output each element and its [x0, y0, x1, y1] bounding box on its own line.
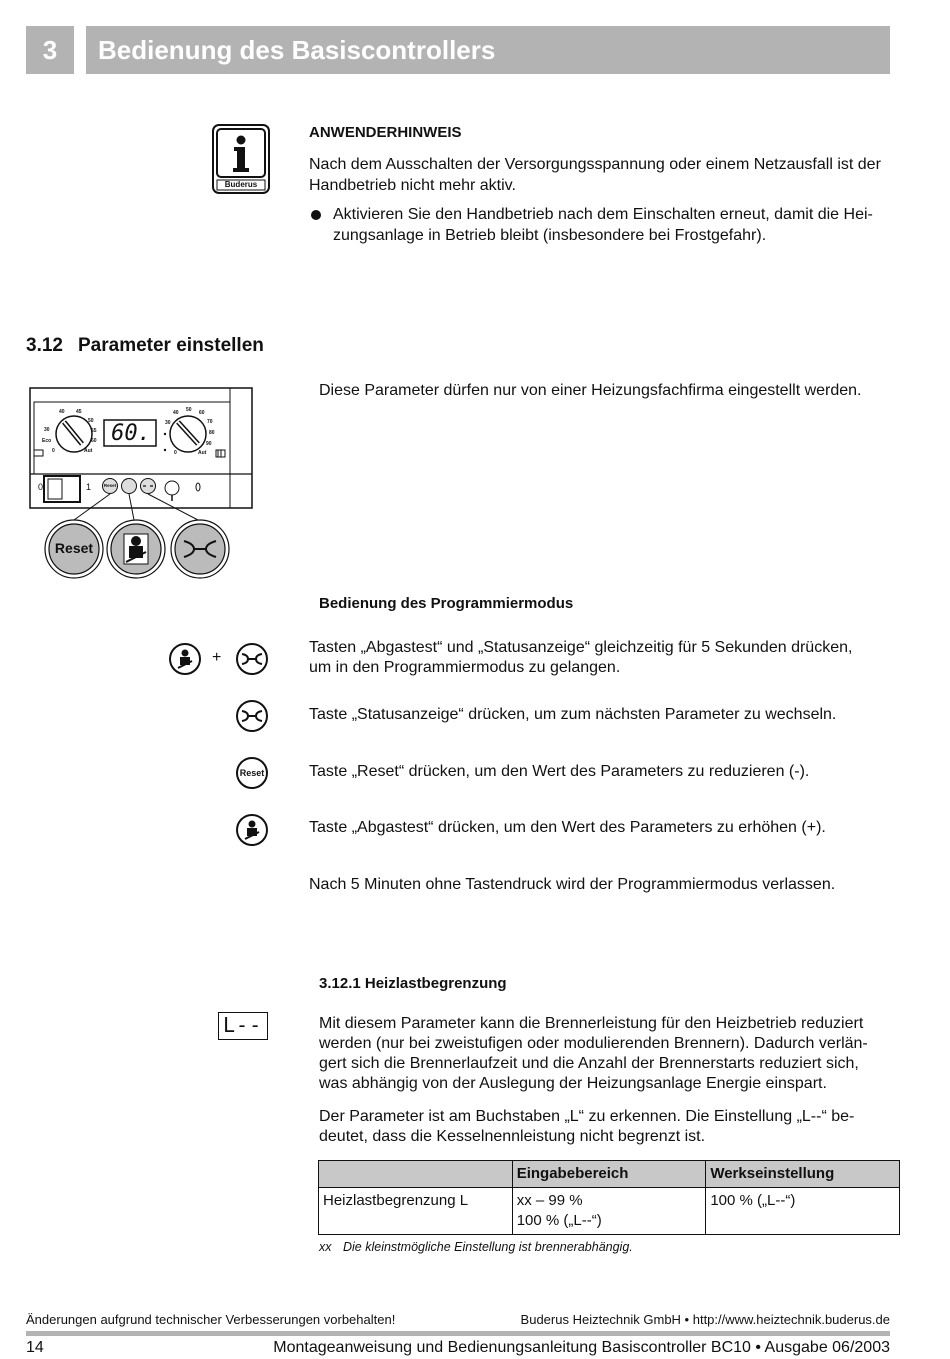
notice-bullet-line1: Aktivieren Sie den Handbetrieb nach dem Einschalten erneut, damit die Hei- [333, 206, 873, 223]
subsection-p1-line3: gert sich die Brennerlaufzeit und die Anzahl der Brennerstarts reduziert sich, [319, 1055, 859, 1072]
parameter-table [318, 1160, 900, 1235]
subsection-p1-line2: werden (nur bei zweistufigen oder modulierenden Brennern). Dadurch verlän- [319, 1035, 868, 1052]
left-dial-tick: 60 [91, 438, 97, 444]
section-intro: Diese Parameter dürfen nur von einer Heizungsfachfirma eingestellt werden. [319, 382, 862, 399]
step2-text: Taste „Statusanzeige“ drücken, um zum nächsten Parameter zu wechseln. [309, 706, 837, 723]
abgastest-icon [169, 643, 201, 675]
bullet-dot [311, 210, 321, 220]
abgastest-icon [236, 814, 268, 846]
buderus-label: Buderus [224, 180, 258, 189]
table-cell-default: 100 % („L--“) [706, 1188, 900, 1235]
statusanzeige-icon [236, 643, 268, 675]
left-dial-tick: 50 [88, 418, 94, 424]
footer-rule [26, 1331, 890, 1336]
subsection-p2-line2: deutet, dass die Kesselnennleistung nicht begrenzt ist. [319, 1128, 706, 1145]
subsection-p1-line1: Mit diesem Parameter kann die Brennerleistung für den Heizbetrieb reduziert [319, 1015, 864, 1032]
left-dial-tick: 40 [59, 409, 65, 415]
right-dial-tick: 40 [173, 410, 179, 416]
right-dial-tick: 60 [199, 410, 205, 416]
table-cell-range [512, 1188, 706, 1235]
range-line2: 100 % („L--“) [516, 1212, 602, 1229]
table-row [319, 1188, 900, 1235]
panel-display-value: 60. [111, 421, 151, 446]
left-dial-tick: 55 [91, 428, 97, 434]
footnote-key: xx [319, 1240, 332, 1254]
range-line1: xx – 99 % [516, 1192, 583, 1209]
right-dial-tick: 50 [186, 407, 192, 413]
left-dial-tick: Eco [42, 438, 52, 444]
table-header-cell: Eingabebereich [512, 1161, 706, 1188]
timeout-text: Nach 5 Minuten ohne Tastendruck wird der Programmiermodus verlassen. [309, 876, 836, 893]
programming-heading: Bedienung des Programmiermodus [319, 595, 574, 612]
display-code-box [218, 1012, 268, 1040]
switch-off-label: 0 [38, 482, 44, 492]
reset-icon-label: Reset [239, 768, 265, 778]
section-title: Parameter einstellen [78, 335, 264, 356]
left-dial-tick: Aut [84, 448, 93, 454]
section-number: 3.12 [26, 335, 63, 356]
switch-on-label: 1 [86, 482, 92, 492]
step1-line2: um in den Programmiermodus zu gelangen. [309, 659, 621, 676]
big-reset-label: Reset [54, 540, 94, 556]
notice-title: ANWENDERHINWEIS [309, 124, 462, 141]
table-header-cell [319, 1161, 513, 1188]
left-dial-tick: 45 [76, 409, 82, 415]
table-cell-name: Heizlastbegrenzung L [319, 1188, 513, 1235]
small-reset-label: Reset [103, 483, 117, 488]
chapter-title: Bedienung des Basiscontrollers [86, 26, 890, 74]
right-dial-tick: 30 [165, 420, 171, 426]
footer-right: Buderus Heiztechnik GmbH • http://www.heiztechnik.buderus.de [520, 1312, 890, 1327]
step3-text: Taste „Reset“ drücken, um den Wert des Parameters zu reduzieren (-). [309, 763, 810, 780]
right-dial-tick: 70 [207, 419, 213, 425]
display-code: L-- [223, 1013, 263, 1037]
table-header-row [319, 1161, 900, 1188]
footer-doc-title: Montageanweisung und Bedienungsanleitung Basiscontroller BC10 • Ausgabe 06/2003 [273, 1339, 890, 1356]
notice-bullet-line2: zungsanlage in Betrieb bleibt (insbesondere bei Frostgefahr). [333, 227, 767, 244]
right-dial-tick: 80 [209, 430, 215, 436]
right-dial-tick: 0 [174, 450, 177, 456]
chapter-number: 3 [26, 26, 74, 74]
step4-text: Taste „Abgastest“ drücken, um den Wert des Parameters zu erhöhen (+). [309, 819, 826, 836]
subsection-heading: 3.12.1 Heizlastbegrenzung [319, 975, 507, 992]
plus-sign: + [212, 649, 222, 666]
page-number: 14 [26, 1339, 44, 1356]
notice-paragraph: Nach dem Ausschalten der Versorgungsspannung oder einem Netzausfall ist der Handbetrieb nicht mehr aktiv. [309, 156, 881, 194]
subsection-p1-line4: was abhängig von der Auslegung der Heizungsanlage Energie einspart. [319, 1075, 827, 1092]
step1-line1: Tasten „Abgastest“ und „Statusanzeige“ gleichzeitig für 5 Sekunden drücken, [309, 639, 853, 656]
footer-left: Änderungen aufgrund technischer Verbesserungen vorbehalten! [26, 1312, 396, 1327]
left-dial-tick: 0 [52, 448, 55, 454]
right-dial-tick: 90 [206, 441, 212, 447]
table-header-cell: Werkseinstellung [706, 1161, 900, 1188]
statusanzeige-icon [236, 700, 268, 732]
footnote-text: Die kleinstmögliche Einstellung ist brennerabhängig. [343, 1240, 633, 1254]
left-dial-tick: 30 [44, 427, 50, 433]
right-dial-tick: Aut [198, 450, 207, 456]
subsection-p2-line1: Der Parameter ist am Buchstaben „L“ zu erkennen. Die Einstellung „L--“ be- [319, 1108, 855, 1125]
reset-icon [236, 757, 268, 789]
